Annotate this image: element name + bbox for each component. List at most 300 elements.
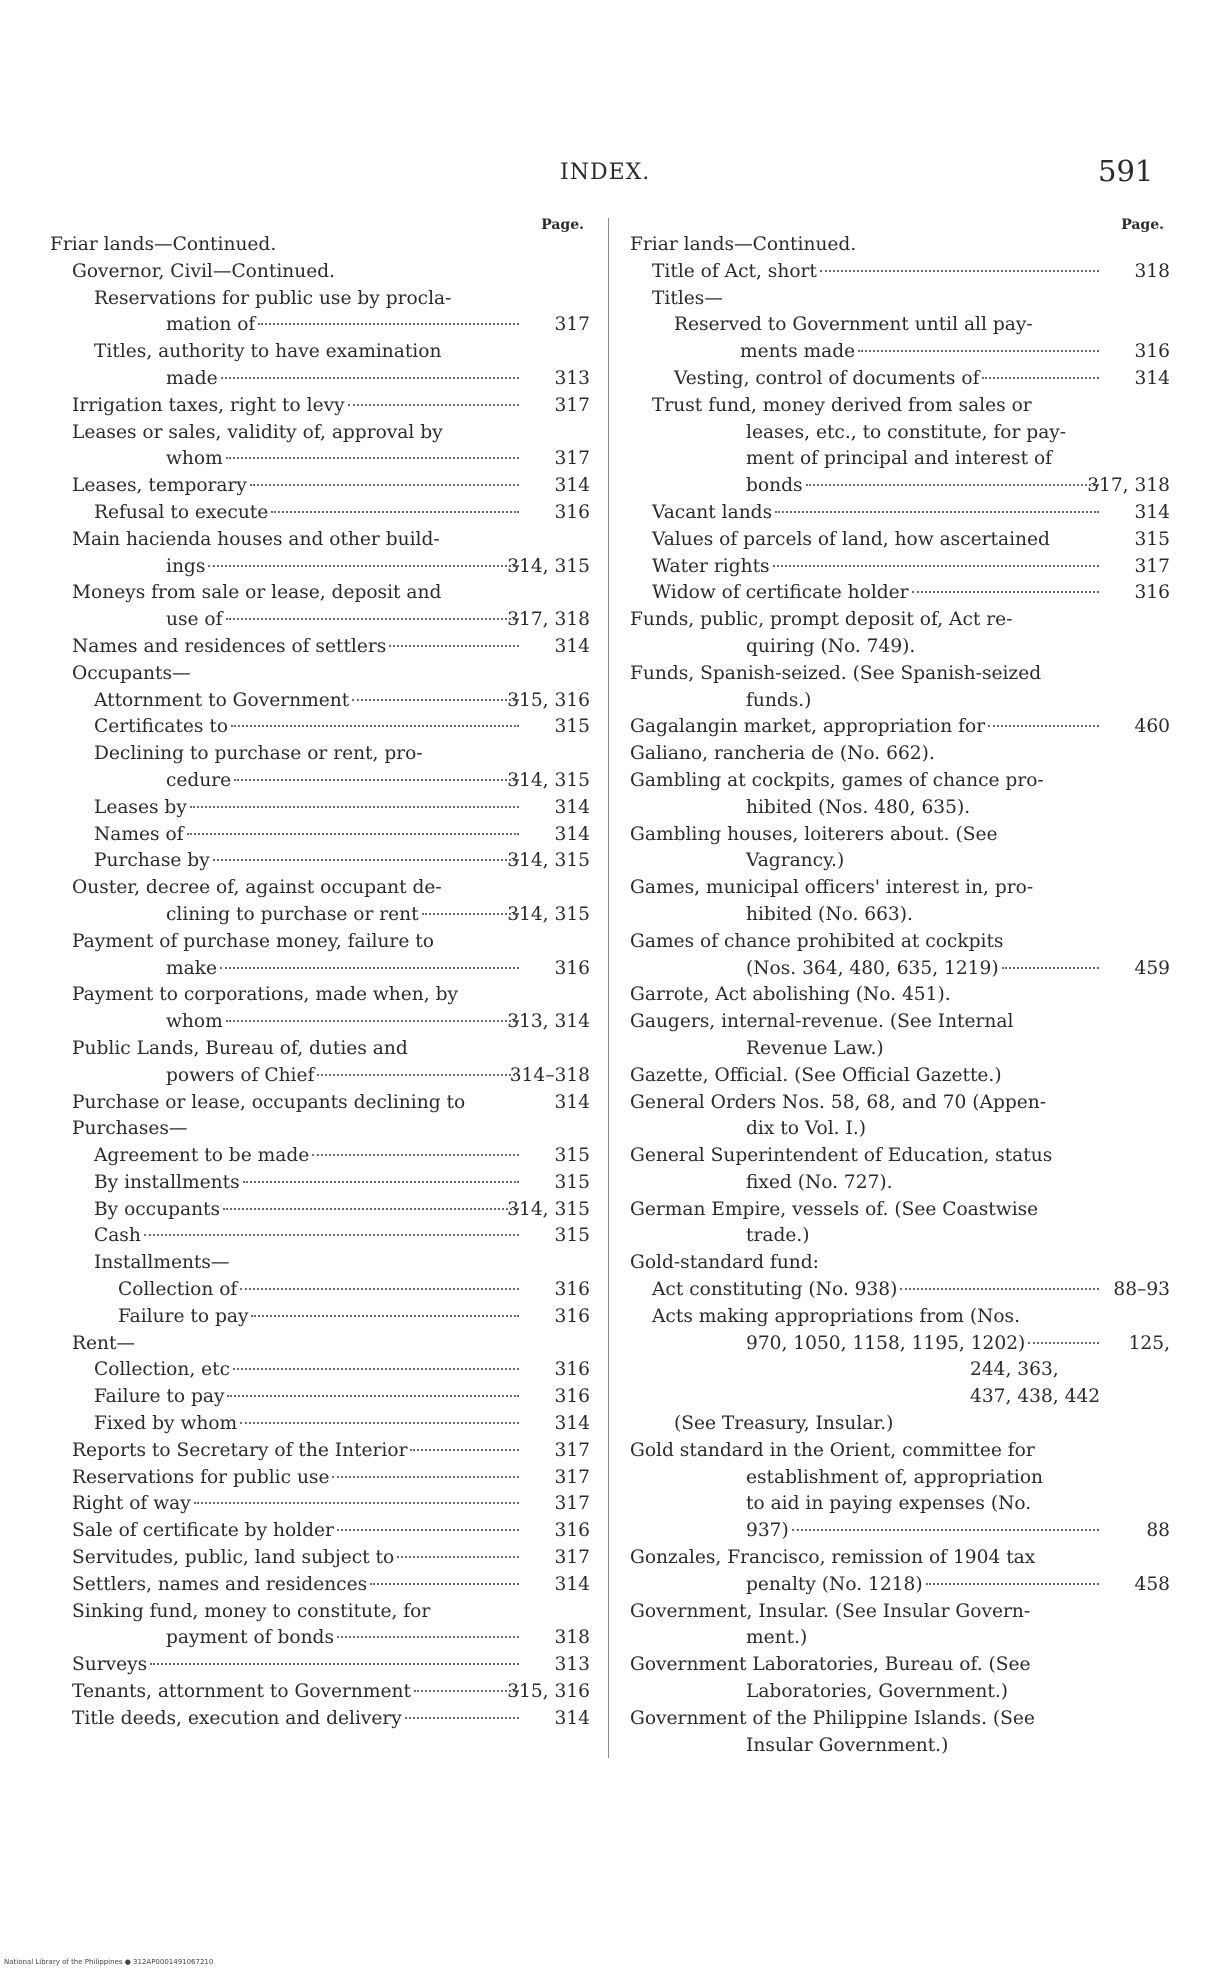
column-divider bbox=[608, 218, 609, 1758]
index-entry bbox=[630, 1036, 1170, 1063]
running-head: INDEX. bbox=[560, 160, 651, 185]
index-entry bbox=[50, 1250, 590, 1277]
index-entry bbox=[630, 1706, 1170, 1733]
index-entry-text: Games of chance prohibited at cockpits bbox=[630, 930, 1004, 952]
index-entry-text: Laboratories, Government.) bbox=[746, 1681, 1009, 1703]
index-entry-page: 317, 318 bbox=[1087, 475, 1170, 497]
index-entry-text: Titles— bbox=[652, 287, 723, 309]
index-entry-text: Reports to Secretary of the Interior bbox=[72, 1439, 408, 1461]
index-entry-text: Reservations for public use by procla- bbox=[94, 287, 452, 309]
index-entry-text: Rent— bbox=[72, 1332, 136, 1354]
index-entry-text: 970, 1050, 1158, 1195, 1202) bbox=[746, 1332, 1026, 1354]
index-entry-text: make bbox=[166, 957, 217, 979]
index-entry-page: 317 bbox=[554, 1439, 590, 1461]
index-entry bbox=[630, 500, 1170, 527]
index-entry-page: 317 bbox=[1134, 555, 1170, 577]
index-entry-page: 315 bbox=[554, 1171, 590, 1193]
index-entry-text: Servitudes, public, land subject to bbox=[72, 1547, 395, 1569]
index-entry-page: 316 bbox=[554, 1305, 590, 1327]
dot-leader bbox=[820, 270, 1099, 272]
index-entry bbox=[50, 1384, 590, 1411]
dot-leader bbox=[317, 1074, 519, 1076]
index-entry-text: to aid in paying expenses (No. bbox=[746, 1493, 1032, 1515]
index-entry-text: Widow of certificate holder bbox=[652, 582, 909, 604]
dot-leader bbox=[150, 1663, 519, 1665]
index-entry-text: Vagrancy.) bbox=[746, 850, 845, 872]
index-entry-page: 317 bbox=[554, 1547, 590, 1569]
index-entry bbox=[50, 1357, 590, 1384]
index-entry-text: Refusal to execute bbox=[94, 501, 269, 523]
dot-leader bbox=[912, 591, 1099, 593]
index-entry-page: 459 bbox=[1134, 957, 1170, 979]
index-entry bbox=[50, 1545, 590, 1572]
index-entry bbox=[630, 580, 1170, 607]
index-entry-page: 317 bbox=[554, 1493, 590, 1515]
dot-leader bbox=[144, 1234, 519, 1236]
dot-leader bbox=[251, 1315, 519, 1317]
index-entry bbox=[50, 822, 590, 849]
index-entry-page: 313, 314 bbox=[507, 1011, 590, 1033]
index-entry bbox=[630, 1733, 1170, 1760]
index-entry-text: By installments bbox=[94, 1171, 240, 1193]
index-entry bbox=[630, 1063, 1170, 1090]
dot-leader bbox=[240, 1422, 519, 1424]
index-entry bbox=[50, 607, 590, 634]
index-entry-text: Right of way bbox=[72, 1493, 191, 1515]
index-entry bbox=[630, 554, 1170, 581]
index-entry-page: 315 bbox=[554, 1225, 590, 1247]
index-entry bbox=[630, 1116, 1170, 1143]
dot-leader bbox=[223, 1208, 519, 1210]
index-entry-text: Water rights bbox=[652, 555, 770, 577]
dot-leader bbox=[352, 699, 519, 701]
index-entry-text: Irrigation taxes, right to levy bbox=[72, 394, 345, 416]
index-entry bbox=[50, 1625, 590, 1652]
index-entry bbox=[50, 902, 590, 929]
index-column-right bbox=[630, 216, 1170, 1759]
index-entry-page: 314–318 bbox=[509, 1064, 590, 1086]
index-entry-page: 314 bbox=[554, 1413, 590, 1435]
dot-leader bbox=[389, 645, 519, 647]
page-column-label: Page. bbox=[1121, 217, 1164, 233]
index-entry bbox=[630, 1277, 1170, 1304]
index-entry-text: Reserved to Government until all pay- bbox=[674, 314, 1033, 336]
index-entry-text: Act constituting (No. 938) bbox=[652, 1279, 898, 1301]
dot-leader bbox=[405, 1717, 519, 1719]
index-entry bbox=[630, 956, 1170, 983]
index-entry-text: leases, etc., to constitute, for pay- bbox=[746, 421, 1067, 443]
index-entry bbox=[630, 232, 1170, 259]
index-entry bbox=[50, 741, 590, 768]
index-entry bbox=[630, 1545, 1170, 1572]
index-entry-text: Purchase or lease, occupants declining to bbox=[72, 1091, 466, 1113]
index-entry-text: Failure to pay bbox=[118, 1305, 249, 1327]
dot-leader bbox=[234, 779, 519, 781]
index-entry-text: Purchase by bbox=[94, 850, 210, 872]
index-entry-text: penalty (No. 1218) bbox=[746, 1573, 923, 1595]
index-entry bbox=[630, 1357, 1170, 1411]
index-entry-text: Gazette, Official. (See Official Gazette.) bbox=[630, 1064, 1002, 1086]
page-number: 591 bbox=[1098, 154, 1154, 188]
dot-leader bbox=[926, 1583, 1099, 1585]
index-entry bbox=[50, 1599, 590, 1626]
index-entry bbox=[50, 1411, 590, 1438]
index-entries-left bbox=[50, 232, 590, 1733]
index-entry-text: establishment of, appropriation bbox=[746, 1466, 1044, 1488]
index-entry-text: ment.) bbox=[746, 1627, 808, 1649]
index-entry bbox=[50, 554, 590, 581]
index-entry-text: ings bbox=[166, 555, 206, 577]
dot-leader bbox=[312, 1154, 519, 1156]
index-entry-text: Trust fund, money derived from sales or bbox=[652, 394, 1032, 416]
index-entry-page: 316 bbox=[554, 1359, 590, 1381]
index-entry-page: 314, 315 bbox=[507, 850, 590, 872]
index-entry-text: Leases, temporary bbox=[72, 475, 247, 497]
index-entry bbox=[630, 1197, 1170, 1224]
index-entry-text: (Nos. 364, 480, 635, 1219) bbox=[746, 957, 999, 979]
dot-leader bbox=[233, 1368, 519, 1370]
index-entry-text: fixed (No. 727). bbox=[746, 1171, 893, 1193]
index-entry-page: 88 bbox=[1146, 1520, 1170, 1542]
index-entry bbox=[50, 580, 590, 607]
index-entry-text: Government of the Philippine Islands. (See bbox=[630, 1707, 1035, 1729]
index-entry bbox=[630, 1572, 1170, 1599]
index-entry-text: bonds bbox=[746, 475, 803, 497]
index-entry bbox=[630, 714, 1170, 741]
page-column-label: Page. bbox=[541, 217, 584, 233]
index-entry bbox=[50, 768, 590, 795]
index-entry-text: Names of bbox=[94, 823, 184, 845]
index-entry-text: Vacant lands bbox=[652, 501, 773, 523]
index-entry-page: 314 bbox=[554, 1707, 590, 1729]
index-entry bbox=[630, 339, 1170, 366]
index-entry-text: whom bbox=[166, 1011, 223, 1033]
index-entry-page: 314 bbox=[554, 823, 590, 845]
index-entry-text: powers of Chief bbox=[166, 1064, 315, 1086]
index-entry-text: 937) bbox=[746, 1520, 789, 1542]
dot-leader bbox=[414, 1690, 519, 1692]
index-entry bbox=[50, 286, 590, 313]
index-entry-text: Gambling at cockpits, games of chance pro- bbox=[630, 769, 1044, 791]
library-stamp: National Library of the Philippines ● 312AP0001491067210 bbox=[4, 1958, 214, 1966]
index-entry-text: Sinking fund, money to constitute, for bbox=[72, 1600, 431, 1622]
index-entry-text: funds.) bbox=[746, 689, 812, 711]
index-entry-text: whom bbox=[166, 448, 223, 470]
index-entry-text: Failure to pay bbox=[94, 1386, 225, 1408]
index-entry-page: 314 bbox=[1134, 501, 1170, 523]
index-entry-page: 314, 315 bbox=[507, 1198, 590, 1220]
index-entry bbox=[630, 473, 1170, 500]
index-entry bbox=[50, 982, 590, 1009]
index-entry-page: 316 bbox=[554, 1520, 590, 1542]
index-entry-text: mation of bbox=[166, 314, 256, 336]
index-entry bbox=[630, 929, 1170, 956]
index-entry bbox=[630, 1652, 1170, 1679]
index-entry bbox=[50, 1223, 590, 1250]
index-entry-page: 317 bbox=[554, 314, 590, 336]
index-entry bbox=[630, 902, 1170, 929]
index-entry-text: Gold standard in the Orient, committee for bbox=[630, 1439, 1035, 1461]
index-entry-page: 316 bbox=[554, 1279, 590, 1301]
page-header bbox=[0, 154, 1218, 200]
dot-leader bbox=[410, 1449, 519, 1451]
index-entry bbox=[50, 366, 590, 393]
index-entry-text: quiring (No. 749). bbox=[746, 635, 916, 657]
index-entry bbox=[50, 661, 590, 688]
index-entry bbox=[630, 1438, 1170, 1465]
index-entry-page: 314, 315 bbox=[507, 769, 590, 791]
index-entry-text: Attornment to Government bbox=[94, 689, 350, 711]
index-entry bbox=[630, 1625, 1170, 1652]
index-entry bbox=[50, 339, 590, 366]
index-entry-page: 317 bbox=[554, 394, 590, 416]
index-entry bbox=[50, 875, 590, 902]
index-entry-page: 313 bbox=[554, 367, 590, 389]
dot-leader bbox=[221, 377, 519, 379]
index-entry bbox=[50, 1143, 590, 1170]
index-entry bbox=[50, 1277, 590, 1304]
index-entry-page: 125, bbox=[1128, 1332, 1170, 1354]
index-entry-text: clining to purchase or rent bbox=[166, 903, 419, 925]
index-entry-text: Titles, authority to have examination bbox=[94, 341, 442, 363]
dot-leader bbox=[271, 511, 519, 513]
dot-leader bbox=[370, 1583, 519, 1585]
index-entry-page: 318 bbox=[554, 1627, 590, 1649]
index-entry-text: payment of bonds bbox=[166, 1627, 334, 1649]
dot-leader bbox=[792, 1529, 1099, 1531]
index-entry-text: Declining to purchase or rent, pro- bbox=[94, 743, 423, 765]
index-entry-page: 460 bbox=[1134, 716, 1170, 738]
index-entry bbox=[630, 688, 1170, 715]
dot-leader bbox=[900, 1288, 1099, 1290]
index-entry-text: Tenants, attornment to Government bbox=[72, 1681, 411, 1703]
index-entry bbox=[50, 1036, 590, 1063]
index-entry-text: Title of Act, short bbox=[652, 260, 817, 282]
index-entry-text: Moneys from sale or lease, deposit and bbox=[72, 582, 442, 604]
index-entry bbox=[50, 527, 590, 554]
index-entry-page: 314 bbox=[554, 635, 590, 657]
index-entry-text: Leases or sales, validity of, approval by bbox=[72, 421, 443, 443]
index-entry-text: Funds, Spanish-seized. (See Spanish-seized bbox=[630, 662, 1042, 684]
dot-leader bbox=[240, 1288, 519, 1290]
index-entry bbox=[630, 286, 1170, 313]
index-entry-page: 316 bbox=[554, 957, 590, 979]
dot-leader bbox=[258, 323, 519, 325]
index-entry-text: Insular Government.) bbox=[746, 1734, 949, 1756]
index-entry-text: Sale of certificate by holder bbox=[72, 1520, 334, 1542]
index-entry-text: made bbox=[166, 367, 218, 389]
index-entry bbox=[50, 232, 590, 259]
index-entry-page: 458 bbox=[1134, 1573, 1170, 1595]
dot-leader bbox=[187, 833, 519, 835]
index-entry-text: Public Lands, Bureau of, duties and bbox=[72, 1037, 408, 1059]
index-entry bbox=[50, 688, 590, 715]
dot-leader bbox=[226, 1020, 519, 1022]
index-entry-text: Games, municipal officers' interest in, pro- bbox=[630, 877, 1034, 899]
index-entry bbox=[630, 1143, 1170, 1170]
index-entry bbox=[50, 1491, 590, 1518]
dot-leader bbox=[337, 1636, 519, 1638]
index-entry-text: Leases by bbox=[94, 796, 187, 818]
index-entry-text: Government, Insular. (See Insular Govern- bbox=[630, 1600, 1031, 1622]
index-entry bbox=[50, 1465, 590, 1492]
index-entry bbox=[630, 1518, 1170, 1545]
index-entry-page: 315 bbox=[554, 716, 590, 738]
index-entry-text: Agreement to be made bbox=[94, 1145, 310, 1167]
index-entry bbox=[630, 848, 1170, 875]
index-entry bbox=[630, 768, 1170, 795]
dot-leader bbox=[397, 1556, 519, 1558]
index-entry-page: 313 bbox=[554, 1654, 590, 1676]
index-entry-text: Occupants— bbox=[72, 662, 191, 684]
index-entry bbox=[630, 661, 1170, 688]
index-entry bbox=[50, 473, 590, 500]
dot-leader bbox=[337, 1529, 519, 1531]
index-entry bbox=[630, 527, 1170, 554]
index-entry bbox=[50, 1706, 590, 1733]
index-entry bbox=[630, 607, 1170, 634]
index-entry bbox=[630, 259, 1170, 286]
index-entry bbox=[50, 956, 590, 983]
index-entry bbox=[630, 1304, 1170, 1331]
dot-leader bbox=[773, 565, 1099, 567]
index-entry-text: General Superintendent of Education, status bbox=[630, 1145, 1053, 1167]
dot-leader bbox=[806, 484, 1099, 486]
index-entry-text: Garrote, Act abolishing (No. 451). bbox=[630, 984, 951, 1006]
index-entry bbox=[630, 312, 1170, 339]
index-entry bbox=[50, 500, 590, 527]
index-entry bbox=[50, 1170, 590, 1197]
dot-leader bbox=[213, 859, 519, 861]
index-entry bbox=[50, 1438, 590, 1465]
index-entry-page: 314, 315 bbox=[507, 555, 590, 577]
index-entry bbox=[50, 446, 590, 473]
index-entry-text: cedure bbox=[166, 769, 232, 791]
index-entry bbox=[630, 741, 1170, 768]
index-entry-text: Friar lands—Continued. bbox=[630, 234, 857, 255]
dot-leader bbox=[775, 511, 1099, 513]
index-entry-page: 88–93 bbox=[1113, 1279, 1170, 1301]
dot-leader bbox=[208, 565, 519, 567]
index-entry bbox=[50, 1518, 590, 1545]
index-entry bbox=[50, 714, 590, 741]
index-entry-text: Gold-standard fund: bbox=[630, 1252, 819, 1274]
index-entry-text: hibited (Nos. 480, 635). bbox=[746, 796, 971, 818]
index-entry-text: ments made bbox=[740, 341, 856, 363]
index-entry-text: Gagalangin market, appropriation for bbox=[630, 716, 986, 738]
index-entry-text: (See Treasury, Insular.) bbox=[674, 1413, 894, 1435]
index-entry bbox=[50, 1116, 590, 1143]
index-entry-text: General Orders Nos. 58, 68, and 70 (Appen- bbox=[630, 1091, 1047, 1113]
index-entry bbox=[50, 259, 590, 286]
index-entry bbox=[630, 1223, 1170, 1250]
index-column-left bbox=[50, 216, 590, 1733]
index-entry bbox=[630, 822, 1170, 849]
index-entry-text: Certificates to bbox=[94, 716, 229, 738]
index-entry-text: By occupants bbox=[94, 1198, 221, 1220]
index-entry bbox=[630, 1491, 1170, 1518]
dot-leader bbox=[226, 457, 519, 459]
index-entry-text: hibited (No. 663). bbox=[746, 903, 913, 925]
index-entry bbox=[630, 1411, 1170, 1438]
index-entry-text: Purchases— bbox=[72, 1118, 188, 1140]
dot-leader bbox=[190, 806, 519, 808]
index-entry bbox=[630, 795, 1170, 822]
index-entry-text: trade.) bbox=[746, 1225, 810, 1247]
index-entry-text: Reservations for public use bbox=[72, 1466, 330, 1488]
index-entry-page: 314, 315 bbox=[507, 903, 590, 925]
index-entry-text: Funds, public, prompt deposit of, Act re- bbox=[630, 609, 1013, 631]
index-entry-page: 318 bbox=[1134, 260, 1170, 282]
index-entry bbox=[50, 1090, 590, 1117]
index-entry-text: Title deeds, execution and delivery bbox=[72, 1707, 402, 1729]
index-entry-page: 315 bbox=[554, 1145, 590, 1167]
index-entry bbox=[630, 446, 1170, 473]
index-entry bbox=[630, 1170, 1170, 1197]
dot-leader bbox=[227, 1395, 519, 1397]
index-entry bbox=[50, 848, 590, 875]
index-entry bbox=[50, 1679, 590, 1706]
index-entry bbox=[50, 1197, 590, 1224]
index-entry-page: 317 bbox=[554, 1466, 590, 1488]
index-entry bbox=[50, 929, 590, 956]
index-entry-text: Vesting, control of documents of bbox=[674, 367, 980, 389]
dot-leader bbox=[982, 377, 1099, 379]
dot-leader bbox=[332, 1476, 519, 1478]
dot-leader bbox=[858, 350, 1099, 352]
index-entry bbox=[50, 1009, 590, 1036]
index-entry-page: 315, 316 bbox=[507, 689, 590, 711]
index-entry-text: Galiano, rancheria de (No. 662). bbox=[630, 743, 935, 765]
index-entry-text: Payment to corporations, made when, by bbox=[72, 984, 458, 1006]
index-entry-text: Installments— bbox=[94, 1252, 230, 1274]
index-entry-text: Governor, Civil—Continued. bbox=[72, 260, 336, 282]
index-entry-text: Values of parcels of land, how ascertained bbox=[652, 528, 1050, 550]
dot-leader bbox=[194, 1502, 519, 1504]
index-entry-text: Names and residences of settlers bbox=[72, 635, 387, 657]
index-entry-text: Gambling houses, loiterers about. (See bbox=[630, 823, 998, 845]
index-entry-page: 316 bbox=[554, 501, 590, 523]
index-entry bbox=[630, 420, 1170, 447]
index-entry-text: Surveys bbox=[72, 1654, 148, 1676]
index-entry-page: 315 bbox=[1134, 528, 1170, 550]
index-entry-page: 314 bbox=[554, 1573, 590, 1595]
index-entry-text: Cash bbox=[94, 1225, 141, 1247]
index-entry bbox=[630, 634, 1170, 661]
index-entry bbox=[630, 1599, 1170, 1626]
index-entry bbox=[630, 1090, 1170, 1117]
index-entry-text: Government Laboratories, Bureau of. (See bbox=[630, 1654, 1031, 1676]
index-entry bbox=[50, 1304, 590, 1331]
index-entry bbox=[50, 420, 590, 447]
index-entry bbox=[50, 312, 590, 339]
index-entry bbox=[630, 1679, 1170, 1706]
dot-leader bbox=[226, 618, 519, 620]
index-entry-page: 316 bbox=[554, 1386, 590, 1408]
index-entry bbox=[50, 1572, 590, 1599]
dot-leader bbox=[250, 484, 519, 486]
dot-leader bbox=[422, 913, 519, 915]
index-entry bbox=[630, 982, 1170, 1009]
index-entry bbox=[630, 1465, 1170, 1492]
index-entry bbox=[50, 1331, 590, 1358]
index-entry-page: 317, 318 bbox=[507, 609, 590, 631]
index-entry-text: Main hacienda houses and other build- bbox=[72, 528, 440, 550]
index-entry-text: Collection, etc bbox=[94, 1359, 231, 1381]
index-entry-page: 314 bbox=[554, 1091, 590, 1113]
index-entry bbox=[50, 393, 590, 420]
index-entry-text: Collection of bbox=[118, 1279, 238, 1301]
